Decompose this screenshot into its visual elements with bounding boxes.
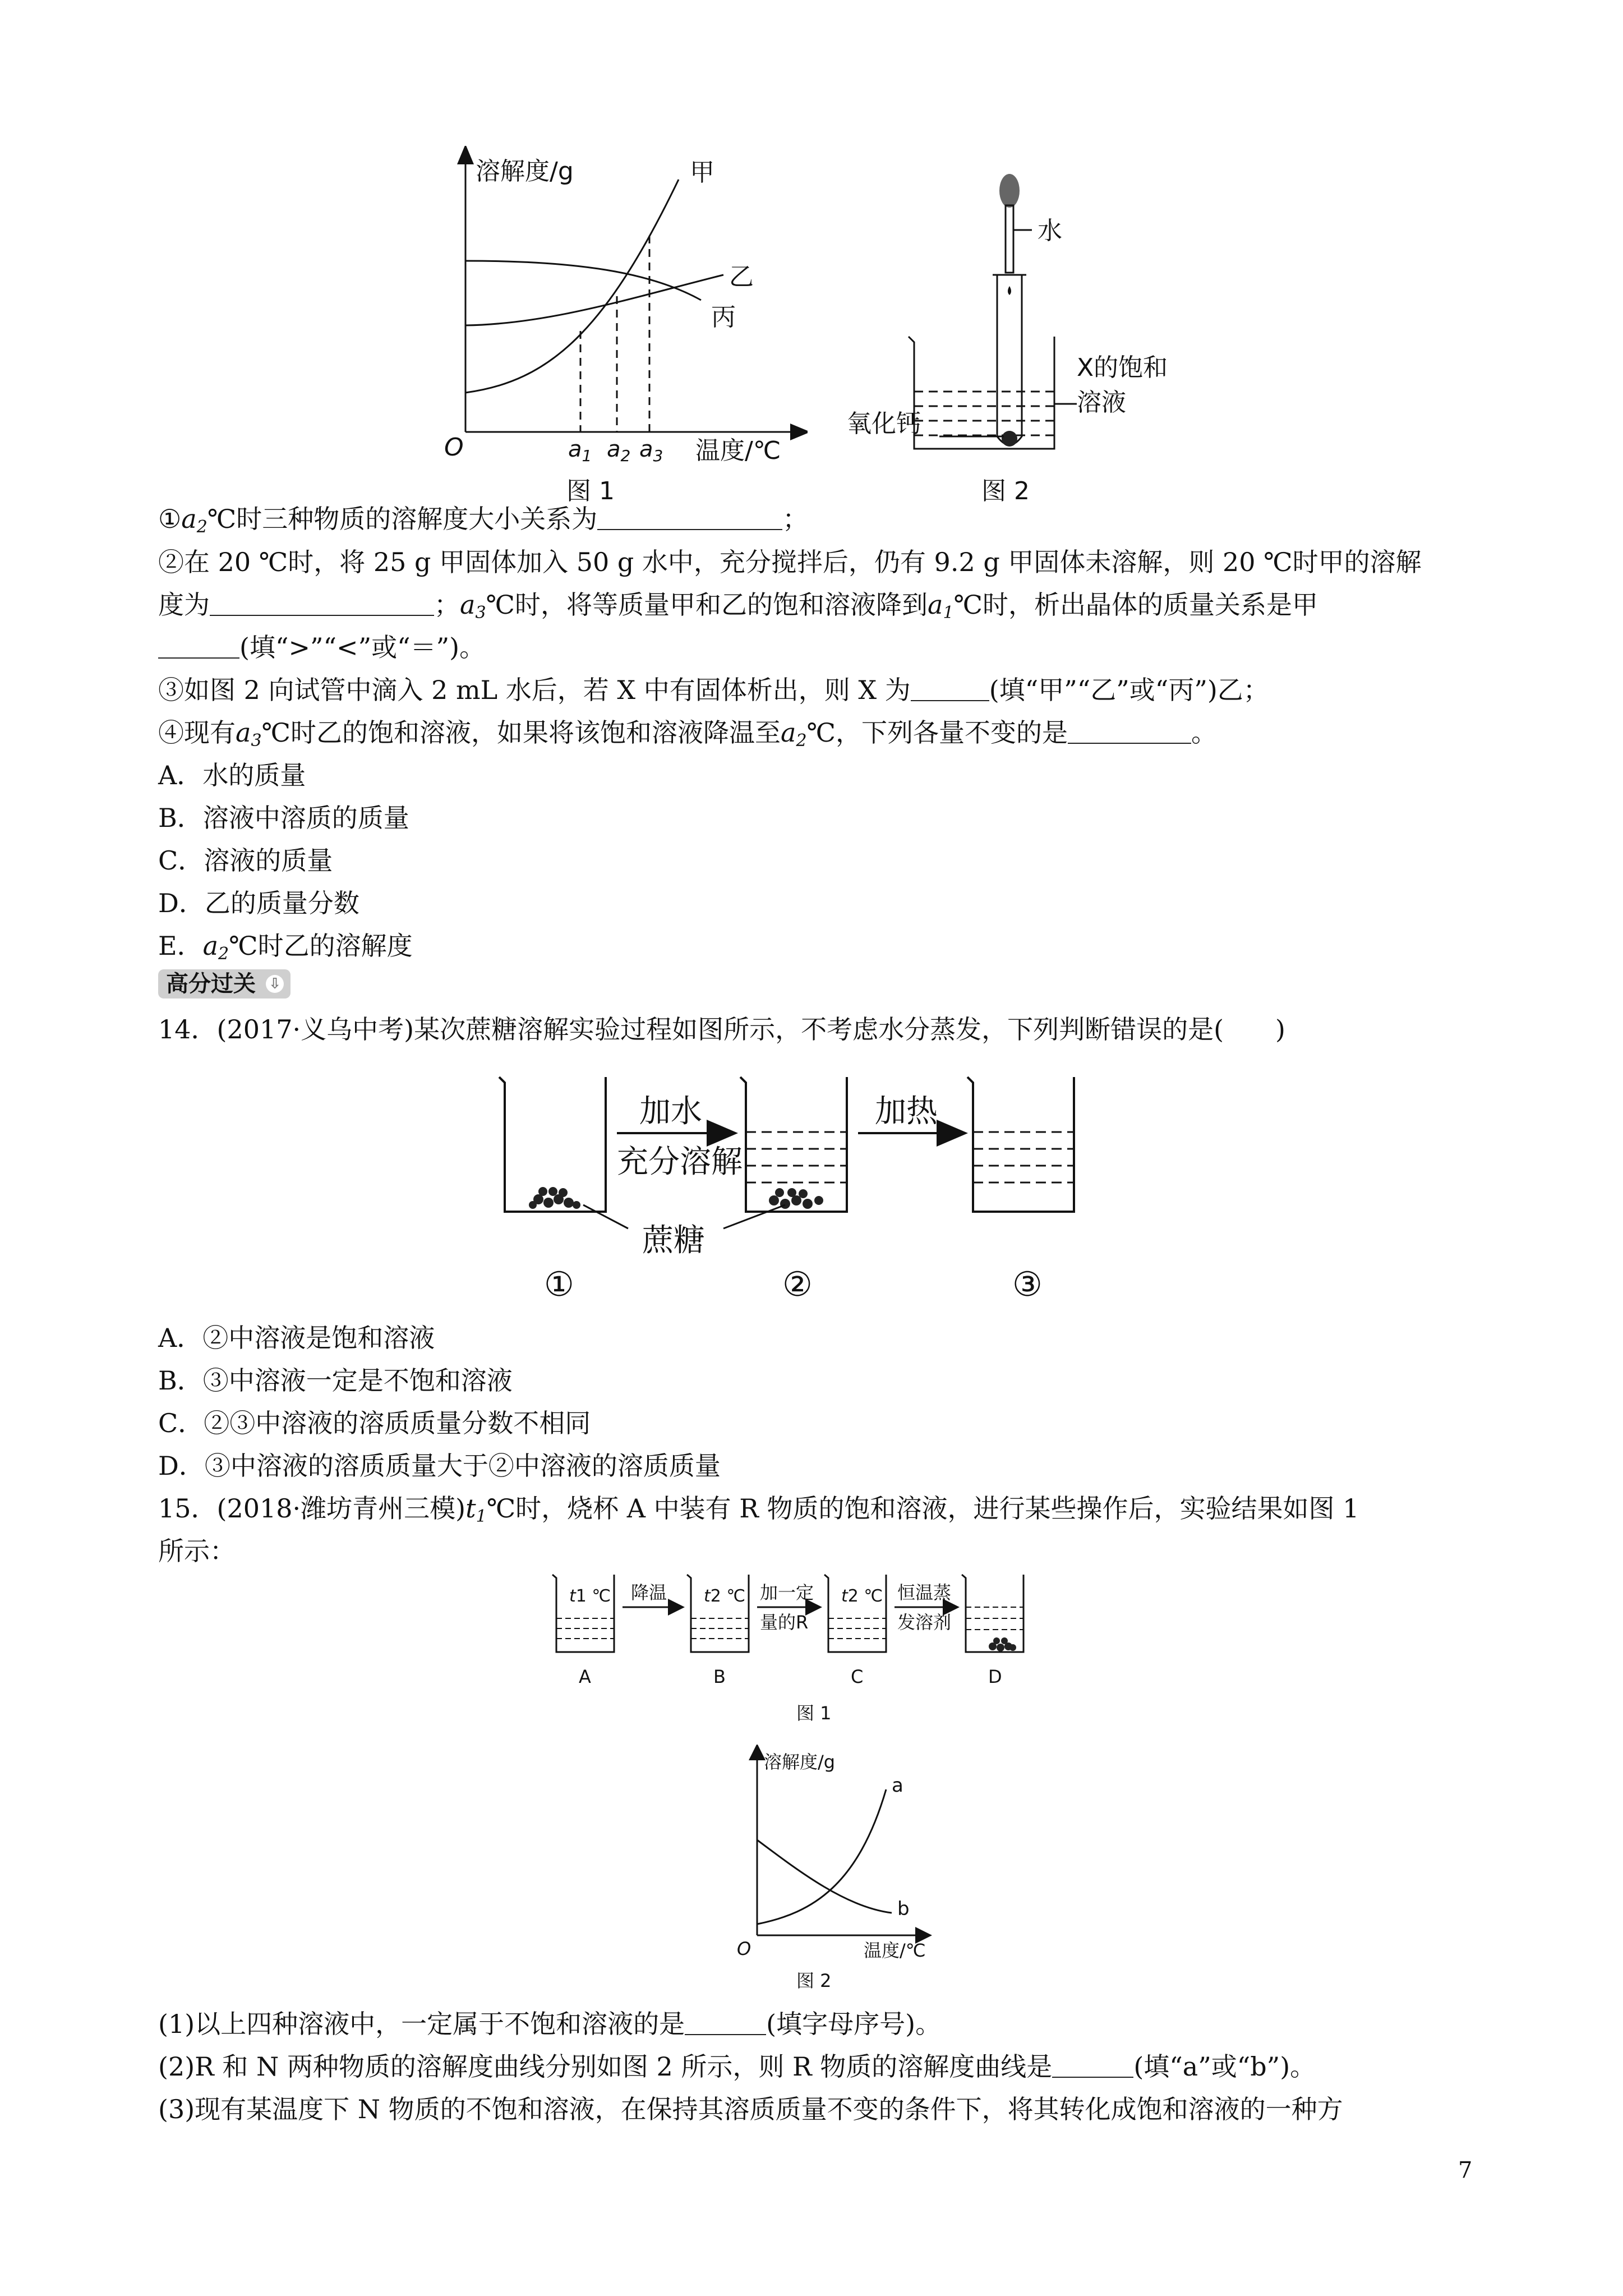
curve-yi-label: 乙 — [729, 263, 754, 291]
label-a: A — [579, 1666, 591, 1687]
curve-jia-label: 甲 — [690, 158, 714, 187]
beaker-d-liquid — [966, 1607, 1023, 1630]
fig2-origin: O — [737, 1938, 751, 1959]
q15-s2-b: (填“a”或“b”)。 — [1133, 2051, 1316, 2082]
q15-beaker-sequence-fig1 — [538, 1568, 1094, 1736]
q13-p4-c: ℃，下列各量不变的是 — [806, 717, 1068, 748]
q15-s2-text: (2)R 和 N 两种物质的溶解度曲线分别如图 2 所示，则 R 物质的溶解度曲线是 — [158, 2051, 1053, 2082]
q15-solubility-chart-fig2 — [729, 1745, 970, 1991]
section-badge — [158, 969, 291, 999]
test-tube — [997, 275, 1022, 445]
crystals-d — [989, 1637, 1016, 1651]
q13-option-a: A．水的质量 — [158, 760, 306, 790]
curve-a — [757, 1789, 886, 1924]
q13-option-d: D．乙的质量分数 — [158, 888, 359, 918]
beaker-b-temp: t2 ℃ — [704, 1586, 746, 1606]
label-x-line1: X的饱和 — [1077, 353, 1168, 382]
answer-blank[interactable] — [158, 635, 239, 659]
beaker-a-liquid — [556, 1618, 614, 1639]
label-beaker-3: ③ — [1012, 1265, 1043, 1304]
arrow-down-icon: ⇩ — [266, 975, 284, 993]
fig2-caption: 图 2 — [981, 477, 1030, 505]
q13-p1-end: ； — [782, 504, 809, 534]
beaker-3 — [967, 1077, 1074, 1212]
test-tube-beaker-fig2 — [841, 168, 1200, 505]
var-a1: $a_1$ — [928, 590, 954, 623]
q15-sub1 — [158, 2007, 941, 2041]
sugar-pointer-2 — [723, 1205, 785, 1228]
q13-p1-num: ① — [158, 504, 182, 534]
beaker — [909, 337, 1054, 449]
label-cao: 氧化钙 — [847, 409, 921, 438]
label-dissolve: 充分溶解 — [617, 1144, 743, 1180]
q15-stem — [158, 1492, 1359, 1534]
var-t1: $t_1$ — [465, 1493, 487, 1526]
beaker-c-temp: t2 ℃ — [841, 1586, 883, 1606]
curve-b-label: b — [897, 1898, 910, 1920]
answer-blank[interactable] — [911, 678, 989, 701]
label-sugar: 蔗糖 — [642, 1222, 705, 1259]
q13-p2-c: ； — [434, 590, 460, 620]
sugar-pile-1 — [529, 1187, 580, 1209]
page-number: 7 — [1458, 2157, 1473, 2183]
answer-blank[interactable] — [210, 592, 434, 616]
q13-part2-cont — [158, 588, 1318, 630]
dropper-bulb — [999, 174, 1020, 208]
q13-option-b: B．溶液中溶质的质量 — [158, 803, 409, 833]
q14-stem: 14．(2017·义乌中考)某次蔗糖溶解实验过程如图所示，不考虑水分蒸发，下列判断错误的是( ) — [158, 1014, 1286, 1045]
curve-bing-label: 丙 — [711, 303, 736, 332]
label-x-line2: 溶液 — [1077, 388, 1126, 417]
label-add-r-1: 加一定 — [760, 1582, 814, 1603]
sugar-dissolve-figure — [482, 1066, 1155, 1307]
q13-p4-d: 。 — [1191, 717, 1217, 748]
label-heat: 加热 — [875, 1093, 938, 1130]
sugar-pile-2 — [769, 1188, 823, 1209]
q13-opt-e-text: ℃时乙的溶解度 — [229, 931, 413, 961]
label-add-water: 加水 — [639, 1093, 702, 1130]
q13-p2-b: 度为 — [158, 590, 210, 620]
solubility-chart-fig1 — [437, 146, 808, 505]
x-axis-label: 温度/℃ — [695, 436, 781, 465]
q14-option-c: C．②③中溶液的溶质质量分数不相同 — [158, 1408, 591, 1438]
answer-blank[interactable] — [597, 507, 782, 530]
answer-blank[interactable] — [1052, 2054, 1133, 2078]
label-cool: 降温 — [631, 1582, 667, 1603]
q13-part3 — [158, 673, 1269, 707]
label-beaker-2: ② — [782, 1265, 813, 1304]
beaker-c-liquid — [828, 1618, 886, 1639]
label-water: 水 — [1038, 217, 1062, 245]
q15-s1-b: (填字母序号)。 — [766, 2009, 942, 2039]
beaker-3-liquid — [973, 1132, 1074, 1182]
beaker-a-temp: t1 ℃ — [569, 1586, 611, 1606]
beaker-2-liquid — [746, 1132, 847, 1182]
q13-p4-b: ℃时乙的饱和溶液，如果将该饱和溶液降温至 — [261, 717, 781, 748]
label-c: C — [851, 1666, 864, 1687]
q13-part2 — [158, 545, 1422, 579]
label-evaporate-1: 恒温蒸 — [897, 1582, 952, 1603]
label-add-r-2: 量的R — [760, 1612, 809, 1633]
curve-b — [757, 1840, 892, 1913]
tick-a1: $a_1$ — [568, 436, 592, 465]
q15-fig1-caption: 图 1 — [796, 1703, 832, 1724]
var-a2: $a_2$ — [202, 931, 229, 964]
fig2-y-label: 溶解度/g — [764, 1751, 836, 1773]
tick-a2: $a_2$ — [607, 436, 631, 465]
beaker-b-liquid — [691, 1618, 749, 1639]
beaker-liquid — [914, 392, 1054, 435]
fig1-caption: 图 1 — [566, 477, 615, 505]
var-a3: $a_3$ — [460, 590, 486, 623]
var-a2: $a_2$ — [781, 717, 807, 751]
q13-opt-e-letter: E． — [158, 931, 203, 961]
q15-sub3: (3)现有某温度下 N 物质的不饱和溶液，在保持其溶质质量不变的条件下，将其转化成饱和溶液的一种方 — [158, 2094, 1343, 2124]
var-a3: $a_3$ — [236, 717, 262, 751]
label-beaker-1: ① — [544, 1265, 574, 1304]
q14-option-d: D．③中溶液的溶质质量大于②中溶液的溶质质量 — [158, 1451, 721, 1481]
q15-sub2 — [158, 2050, 1316, 2083]
q13-p2-d: ℃时，将等质量甲和乙的饱和溶液降到 — [486, 590, 928, 620]
drop — [1008, 286, 1011, 295]
answer-blank[interactable] — [685, 2012, 766, 2035]
q13-option-e — [158, 929, 413, 971]
q13-p2-e: ℃时，析出晶体的质量关系是甲 — [953, 590, 1318, 620]
beaker-d — [962, 1575, 1023, 1652]
label-d: D — [988, 1666, 1002, 1687]
q13-part2-cont2 — [158, 631, 485, 664]
q13-p3-text: ③如图 2 向试管中滴入 2 mL 水后，若 X 中有固体析出，则 X 为 — [158, 675, 911, 705]
fig2-x-label: 温度/℃ — [864, 1940, 926, 1961]
q13-p2-text: ②在 20 ℃时，将 25 g 甲固体加入 50 g 水中，充分搅拌后，仍有 9.2 g 甲固体未溶解，则 20 ℃时甲的溶解 — [158, 547, 1422, 577]
q13-option-c: C．溶液的质量 — [158, 845, 333, 876]
q14-option-a: A．②中溶液是饱和溶液 — [158, 1323, 435, 1353]
q15-stem-cont: 所示： — [158, 1536, 236, 1566]
q13-p2-f: (填“>”“<”或“＝”)。 — [239, 632, 486, 662]
q13-p3-b: (填“甲”“乙”或“丙”)乙； — [989, 675, 1269, 705]
dropper-tube — [1006, 205, 1013, 273]
label-b: B — [713, 1666, 726, 1687]
q13-p1-text: ℃时三种物质的溶解度大小关系为 — [207, 504, 598, 534]
q15-stem-b: ℃时，烧杯 A 中装有 R 物质的饱和溶液，进行某些操作后，实验结果如图 1 — [486, 1493, 1359, 1524]
cao-solid — [1002, 431, 1017, 447]
q14-option-b: B．③中溶液一定是不饱和溶液 — [158, 1365, 513, 1396]
curve-jia — [465, 180, 679, 393]
origin-label: O — [444, 433, 464, 462]
curve-a-label: a — [892, 1774, 903, 1797]
section-badge-label: 高分过关 — [166, 971, 256, 997]
q13-part1 — [158, 502, 808, 544]
label-evaporate-2: 发溶剂 — [897, 1612, 952, 1633]
curve-bing — [465, 261, 701, 300]
y-axis-label: 溶解度/g — [476, 157, 574, 186]
q13-p4-a: ④现有 — [158, 717, 236, 748]
q15-stem-a: 15．(2018·潍坊青州三模) — [158, 1493, 466, 1524]
tick-a3: $a_3$ — [639, 436, 663, 465]
q15-s1-text: (1)以上四种溶液中，一定属于不饱和溶液的是 — [158, 2009, 685, 2039]
var-a2: $a_2$ — [181, 504, 208, 537]
answer-blank[interactable] — [1068, 720, 1191, 744]
q15-fig2-caption: 图 2 — [796, 1970, 832, 1991]
q13-part4 — [158, 716, 1217, 758]
